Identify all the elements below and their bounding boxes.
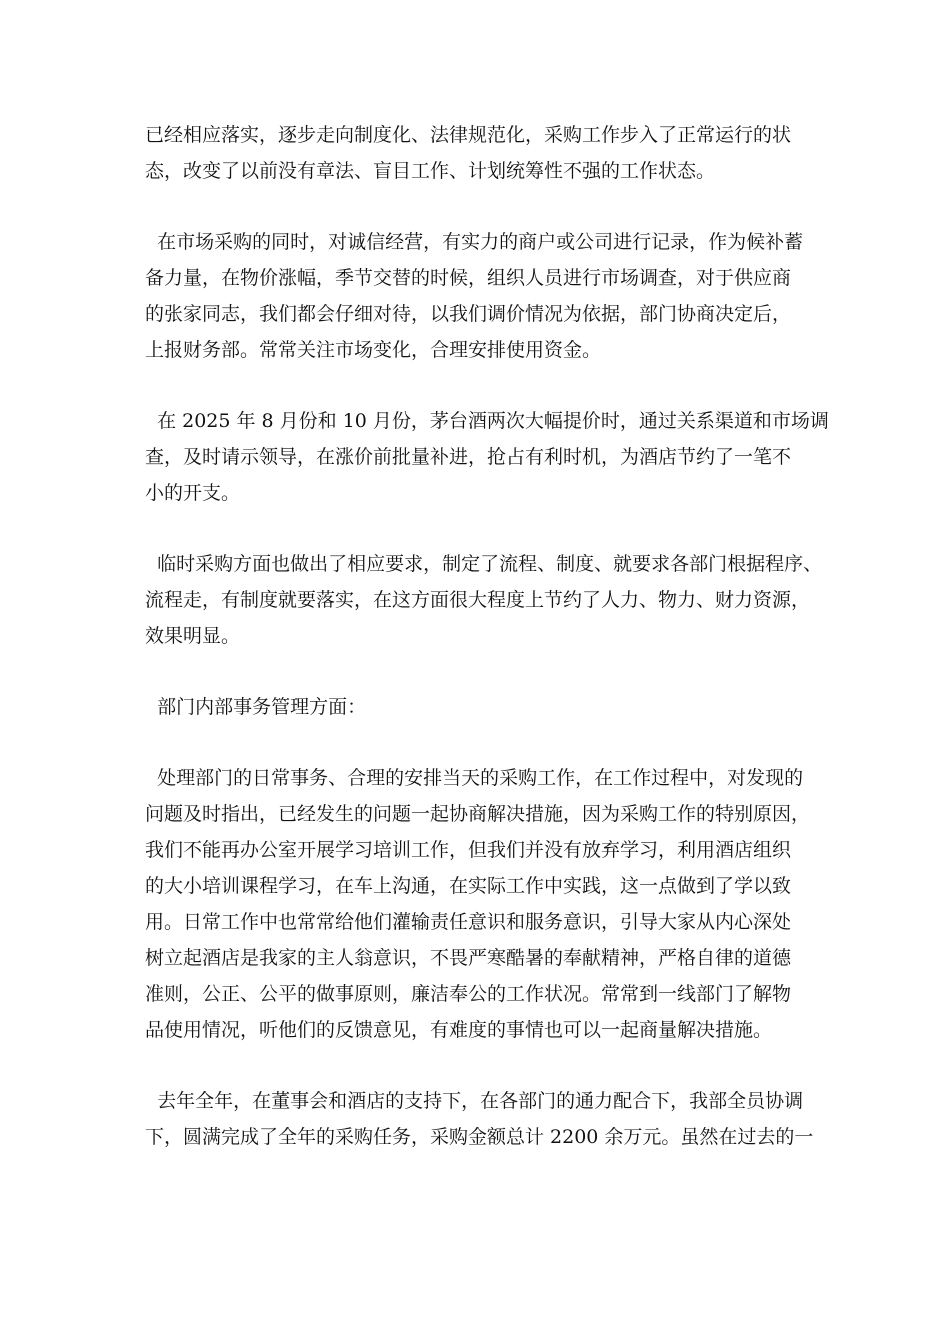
- section-heading: 部门内部事务管理方面：: [145, 696, 367, 718]
- text-line: 下，圆满完成了全年的采购任务，采购金额总计 2200 余万元。虽然在过去的一: [145, 1126, 814, 1148]
- text-line: 流程走，有制度就要落实，在这方面很大程度上节约了人力、物力、财力资源，: [145, 589, 811, 611]
- text-line: 在 2025 年 8 月份和 10 月份，茅台酒两次大幅提价时，通过关系渠道和市场调: [145, 410, 829, 432]
- text-line: 上报财务部。常常关注市场变化，合理安排使用资金。: [145, 339, 602, 361]
- text-line: 态，改变了以前没有章法、盲目工作、计划统筹性不强的工作状态。: [145, 160, 716, 182]
- text-line: 备力量，在物价涨幅，季节交替的时候，组织人员进行市场调查，对于供应商: [145, 267, 792, 289]
- text-line: 处理部门的日常事务、合理的安排当天的采购工作，在工作过程中，对发现的: [145, 767, 804, 789]
- text-line: 已经相应落实，逐步走向制度化、法律规范化，采购工作步入了正常运行的状: [145, 124, 792, 146]
- text-line: 查，及时请示领导，在涨价前批量补进，抢占有利时机，为酒店节约了一笔不: [145, 446, 792, 468]
- text-line: 的张家同志，我们都会仔细对待，以我们调价情况为依据，部门协商决定后，: [145, 303, 792, 325]
- text-line: 问题及时指出，已经发生的问题一起协商解决措施，因为采购工作的特别原因，: [145, 803, 811, 825]
- text-line: 小的开支。: [145, 482, 241, 504]
- text-line: 效果明显。: [145, 625, 241, 647]
- text-line: 去年全年，在董事会和酒店的支持下，在各部门的通力配合下，我部全员协调: [145, 1090, 804, 1112]
- text-line: 树立起酒店是我家的主人翁意识，不畏严寒酷暑的奉献精神，严格自律的道德: [145, 947, 792, 969]
- text-line: 的大小培训课程学习，在车上沟通，在实际工作中实践，这一点做到了学以致: [145, 875, 792, 897]
- text-line: 在市场采购的同时，对诚信经营，有实力的商户或公司进行记录，作为候补蓄: [145, 231, 804, 253]
- text-line: 用。日常工作中也常常给他们灌输责任意识和服务意识，引导大家从内心深处: [145, 911, 792, 933]
- text-line: 准则，公正、公平的做事原则，廉洁奉公的工作状况。常常到一线部门了解物: [145, 983, 792, 1005]
- text-line: 品使用情况，听他们的反馈意见，有难度的事情也可以一起商量解决措施。: [145, 1019, 773, 1041]
- text-line: 临时采购方面也做出了相应要求，制定了流程、制度、就要求各部门根据程序、: [145, 553, 823, 575]
- text-line: 我们不能再办公室开展学习培训工作，但我们并没有放弃学习，利用酒店组织: [145, 839, 792, 861]
